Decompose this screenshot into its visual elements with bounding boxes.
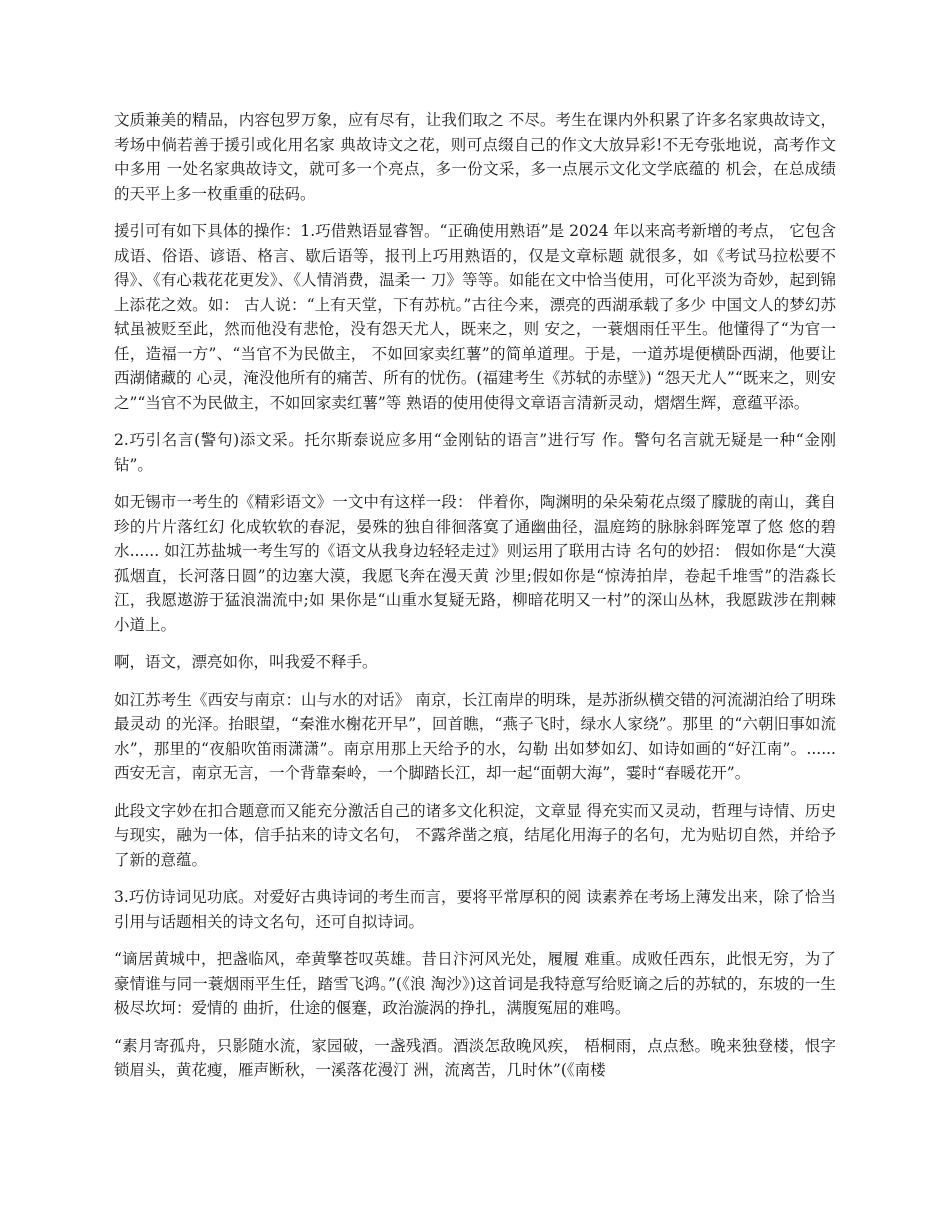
paragraph-method-poetry: 3.巧仿诗词见功底。对爱好古典诗词的考生而言，要将平常厚积的阅 读素养在考场上薄发出来，除了恰当引用与话题相关的诗文名句，还可自拟诗词。 bbox=[114, 888, 836, 931]
paragraph-analysis: 此段文字妙在扣合题意而又能充分激活自己的诸多文化积淀，文章显 得充实而又灵动，哲理与诗情、历史与现实，融为一体，信手拈来的诗文名句， 不露斧凿之痕，结尾化用海子的名句，尤为贴切自然，并给予了新的意蕴。 bbox=[114, 801, 836, 869]
paragraph-intro: 文质兼美的精品，内容包罗万象，应有尽有，让我们取之 不尽。考生在课内外积累了许多名家典故诗文，考场中倘若善于援引或化用名家 典故诗文之花，则可点缀自己的作文大放异彩!不无夸张地说，高考作文中多用 一处名家典故诗文，就可多一个亮点，多一份文采，多一点展示文化文学底蕴的 机会，在总成绩的天平上多一枚重重的砝码。 bbox=[114, 111, 836, 203]
document-body bbox=[114, 108, 836, 1096]
paragraph-method-quotes: 2.巧引名言(警句)添文采。托尔斯泰说应多用“金刚钻的语言”进行写 作。警句名言就无疑是一种“金刚钻”。 bbox=[114, 431, 836, 474]
paragraph-nanlou: “素月寄孤舟，只影随水流，家园破，一盏残酒。酒淡怎敌晚风疾， 梧桐雨，点点愁。晚来独登楼，恨字锁眉头，黄花瘦，雁声断秋，一溪落花漫汀 洲，流离苦，几时休”(《南楼 bbox=[114, 1036, 836, 1079]
paragraph-langtaosha: “谪居黄城中，把盏临风，牵黄擎苍叹英雄。昔日汴河风光处，履履 难重。成败任西东，此恨无穷，为了豪情谁与同一蓑烟雨平生任，踏雪飞鸿。”(《浪 淘沙》)这首词是我特意写给贬谪之后的苏轼的，东坡的一生极尽坎坷：爱情的 曲折，仕途的偃蹇，政治漩涡的挣扎，满腹冤屈的难鸣。 bbox=[114, 950, 836, 1017]
paragraph-method-idioms: 援引可有如下具体的操作：1.巧借熟语显睿智。“正确使用熟语”是 2024 年以来高考新增的考点， 它包含成语、俗语、谚语、格言、歇后语等，报刊上巧用熟语的，仅是文章标题 就很多，如《考试马拉松要不得》、《有心栽花花更发》、《人情消费，温柔一 刀》等等。如能在文中恰当使用，可化平淡为奇妙，起到锦上添花之效。如： 古人说：“上有天堂，下有苏杭。”古往今来，漂亮的西湖承载了多少 中国文人的梦幻苏轼虽被贬至此，然而他没有悲怆，没有怨天尤人，既来之，则 安之，一蓑烟雨任平生。他懂得了“为官一任，造福一方”、“当官不为民做主， 不如回家卖红薯”的简单道理。于是，一道苏堤便横卧西湖，他要让西湖储藏的 心灵，淹没他所有的痛苦、所有的忧伤。(福建考生《苏轼的赤壁》) “怨天尤人”“既来之，则安之”“当官不为民做主，不如回家卖红薯”等 熟语的使用使得文章语言清新灵动，熠熠生辉，意蕴平添。 bbox=[114, 222, 836, 412]
paragraph-exclamation: 啊，语文，漂亮如你，叫我爱不释手。 bbox=[114, 653, 378, 671]
paragraph-wuxi-example: 如无锡市一考生的《精彩语文》一文中有这样一段： 伴着你，陶渊明的朵朵菊花点缀了朦胧的南山，龚自珍的片片落红幻 化成软软的春泥，晏殊的独自徘徊落寞了通幽曲径，温庭筠的脉脉斜晖笼罩了悠 悠的碧水...... 如江苏盐城一考生写的《语文从我身边轻轻走过》则运用了联用古诗 名句的妙招： 假如你是“大漠孤烟直，长河落日圆”的边塞大漠，我愿飞奔在漫天黄 沙里;假如你是“惊涛拍岸，卷起千堆雪”的浩淼长江，我愿遨游于猛浪湍流中;如 果你是“山重水复疑无路，柳暗花明又一村”的深山丛林，我愿跋涉在荆棘小道上。 bbox=[114, 493, 836, 634]
paragraph-xian-nanjing: 如江苏考生《西安与南京：山与水的对话》 南京，长江南岸的明珠，是苏浙纵横交错的河流湖泊给了明珠最灵动 的光泽。抬眼望，“秦淮水榭花开早”，回首瞧，“燕子飞时，绿水人家绕”。那里 的“六朝旧事如流水”，那里的“夜船吹笛雨潇潇”。南京用那上天给予的水，勾勒 出如梦如幻、如诗如画的“好江南”。......西安无言，南京无言，一个背靠秦岭，一个脚踏长江，却一起“面朝大海”，霎时“春暖花开”。 bbox=[114, 690, 836, 782]
